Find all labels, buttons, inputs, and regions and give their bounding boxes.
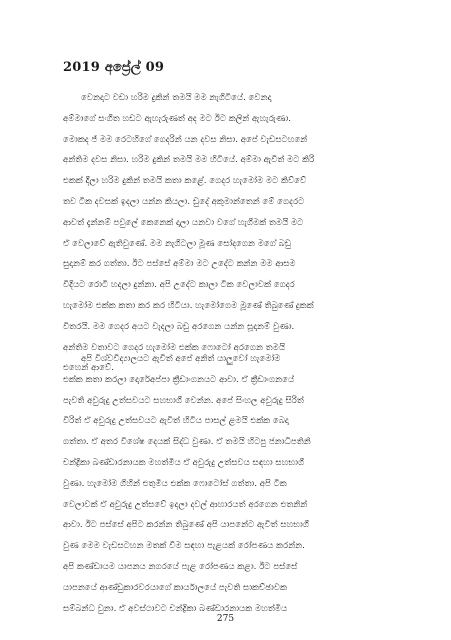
paragraph-line: අන්තිම දවස නිසා. හරිම දුකින් තමයි මම හිටියේ. අම්මා ඇවිත් මට කිරි — [63, 155, 315, 166]
paragraph-line: සුදානම් කර ගත්තා. ඊට පස්සේ අම්මා මට උදේට කන්න මම ආසම — [63, 259, 296, 270]
paragraph-line: වුණා. හැමෝම ගිහින් එතුමිය එක්ක ෆොටෝස් ගත්තා. අපි ටික — [63, 478, 287, 489]
paragraph-line: හැමෝම එක්ක කතා කර කර හිටියා. හැමෝගෙම මූණේ තිබුණේ දුකක් — [63, 300, 314, 311]
page-number: 275 — [216, 614, 235, 624]
paragraph-line: අන්තිම වතාවට ගෙදර හැමෝම එක්ක ෆොටෝ අරගෙන තමයි — [63, 342, 286, 353]
paragraph-line: ගත්තා. ඒ අතර විශේෂ දෙයක් සිද්ධ වුණා. ඒ තමයි හිටපු ජනාධිපතිනි — [63, 437, 311, 448]
paragraph-line: අම්මාගේ සංගීත හඩට ඇහැරුණත් අද මට ඊට කලින් ඇහැරුණා. — [63, 113, 292, 124]
paragraph-line: එකක් දීලා හරිම දුකින් තමයි කතා කළේ. ගෙදර හැමෝම මට කිව්වේ — [63, 176, 307, 187]
paragraph-line: මොකද ජ් මම රෙටහිගේ ගෙදරින් යන දවස නිසා. අපේ වැඩසටහනේ — [63, 134, 308, 145]
paragraph-line: සම්බන්ධ වුනා. ඒ අවස්ථාවට චන්ද්‍රිකා බණ්ඩාරනායක මහත්මිය — [63, 603, 288, 614]
paragraph-1 — [63, 88, 389, 379]
entry-date-heading: 2019 අප්‍රේල් 09 — [63, 60, 165, 75]
paragraph-2 — [63, 349, 389, 619]
paragraph-line: ආවා. ඊට පස්සේ අපිට කරන්න තිබුණේ අපි යාපනේට ඇවිත් සහභාගී — [63, 520, 310, 531]
paragraph-line: විතරයි. මම ගෙදර අයට වැදලා බඩු අරගෙන යන්න සූදානම් වුණා. — [63, 321, 295, 332]
paragraph-line: යාපනයේ ආණ්ඩුකාරවරයාගේ කාර්යාලයේ පැවති සාකච්ඡාවක — [63, 582, 288, 593]
paragraph-line: තව ටික දවසක් ඉදලා යන්න කියලා. ඩුදේ අකුමාන්තෙන් මේ ගෙදරට — [63, 196, 305, 207]
paragraph-line: වෙලාවක් ඒ අවුරුදු උත්සවේ ඉදලා දවල් ආහාරයත් අරගෙන එතනින් — [63, 499, 308, 510]
paragraph-line: අපි විශ්වවිද්‍යාලයට ඇවිත් අපේ අනිත් යාලුවෝ හැමෝම — [81, 354, 281, 364]
paragraph-line: පැවති අවුරුදු උත්සවයට සහභාගී වෙන්න. අපේ සිංහල අවුරුදු සිරිත් — [63, 395, 304, 406]
paragraph-line: වුණ මෙම වැඩසටහන මතක් වීම සඳහා පැළයක් රෝපණය කරන්න. — [63, 541, 305, 552]
paragraph-line: විදියට රොටි හදලා දුන්නා. අපි උදේට කාලා ටික වෙලාවක් ගෙදර — [63, 280, 295, 291]
paragraph-line: අපි කණ්ඩායම යාපනය නගරයේ පැළ රෝපණය කළා. ඊට පස්සේ — [63, 561, 298, 572]
paragraph-line: ඒ වෙලාවේ ඇතිවුණේ. මම නැගිටලා මූණ සෝදගෙන මගේ බඩු — [63, 238, 292, 249]
paragraph-line: එක්ක කතා කරලා දොරේඅප්පා ක්‍රීඩාංගනයට ආවා. ඒ ක්‍රීඩාංගනයේ — [63, 374, 295, 385]
paragraph-line: විරිත් ඒ අවුරුදු උත්සවයට ඇවිත් හිටිය පාසල් ළමයි එක්ක බෙදා — [63, 416, 289, 427]
paragraph-line: ආවත් දැන්නම් පවුලේ කෙනෙක් දාලා යනවා වගේ හැගීමක් තමයි මට — [63, 217, 304, 228]
paragraph-line: වෙනදාට වඩා හරිම දුකින් තමයි මම නැගිටියේ. වෙනදා — [81, 93, 272, 103]
paragraph-line: චන්ද්‍රිකා බණ්ඩාරනායක මහත්මිය ඒ අවුරුදු උත්සවය සඳහා සහභාගී — [63, 457, 305, 468]
paragraph-line: එහෙන් ආවේ. — [63, 363, 114, 374]
